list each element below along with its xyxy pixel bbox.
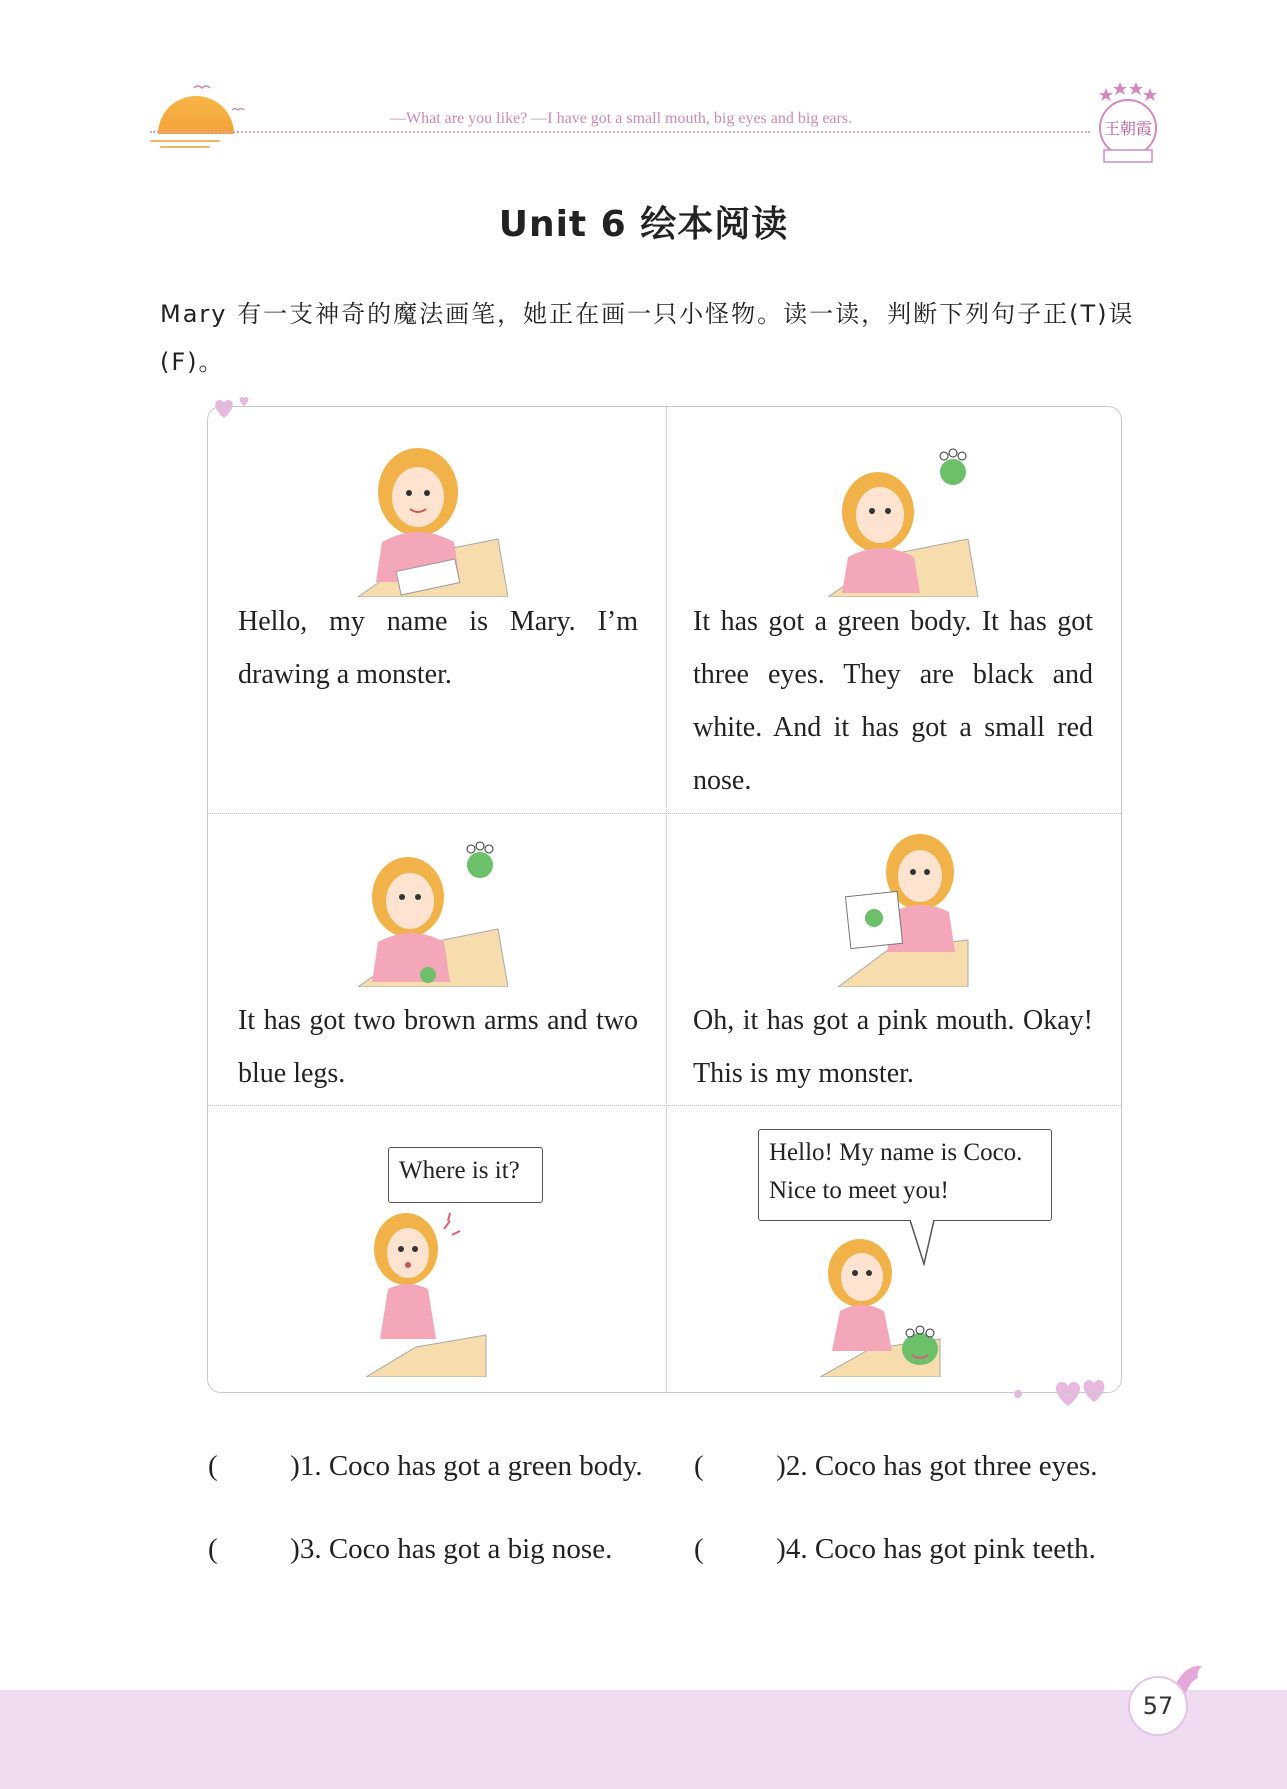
publisher-logo: [1090, 80, 1166, 166]
panel-divider-vertical: [666, 407, 667, 1392]
birds-icon: [192, 82, 252, 122]
speech-bubble-where: [388, 1147, 543, 1203]
mary-coco-illustration: [820, 1237, 960, 1377]
instruction-text: Mary 有一支神奇的魔法画笔，她正在画一只小怪物。读一读，判断下列句子正(T)误(F)。: [160, 300, 1135, 376]
panel-2-text: It has got a green body. It has got three eyes. They are black and white. And it has got a small red nose.: [693, 606, 1093, 796]
question-text: 1. Coco has got a green body.: [299, 1450, 643, 1482]
question-4: [694, 1533, 1096, 1566]
panel-3-text: It has got two brown arms and two blue legs.: [238, 1005, 638, 1089]
horizon-lines: [150, 136, 220, 152]
answer-blank[interactable]: ( ): [208, 1533, 300, 1565]
question-text: 2. Coco has got three eyes.: [785, 1450, 1098, 1482]
speech-bubble-coco: [758, 1129, 1052, 1221]
page-title: Unit 6 绘本阅读: [498, 204, 789, 245]
coco-monster-icon: [902, 1333, 938, 1365]
comic-frame: [207, 406, 1122, 1393]
panel-divider-horizontal: [208, 1105, 1121, 1106]
question-2: [694, 1450, 1098, 1483]
question-1: [208, 1450, 643, 1483]
question-text: 3. Coco has got a big nose.: [299, 1533, 613, 1565]
mary-surprised-illustration: [366, 1207, 496, 1377]
monster-icon: [940, 459, 966, 485]
answer-blank[interactable]: ( ): [694, 1450, 786, 1482]
header-subtitle: —What are you like? —I have got a small mouth, big eyes and big ears.: [390, 110, 853, 127]
bubble-text: Where is it?: [399, 1157, 520, 1184]
panel-divider-horizontal: [208, 813, 1121, 814]
question-text: 4. Coco has got pink teeth.: [785, 1533, 1096, 1565]
mary-drawing-illustration: [358, 447, 508, 597]
answer-blank[interactable]: ( ): [208, 1450, 300, 1482]
bubble-text-line2: Nice to meet you!: [769, 1177, 949, 1204]
answer-blank[interactable]: ( ): [694, 1533, 786, 1565]
bubble-text-line1: Hello! My name is Coco.: [769, 1139, 1023, 1166]
mary-showing-drawing-illustration: [838, 832, 988, 987]
page-number: 57: [1128, 1676, 1188, 1736]
panel-4-text: Oh, it has got a pink mouth. Okay! This is my monster.: [693, 1005, 1093, 1089]
mary-monster-illustration: [358, 837, 508, 987]
panel-1-text: Hello, my name is Mary. I’m drawing a monster.: [238, 606, 638, 690]
header-divider: [150, 131, 1090, 133]
question-3: [208, 1533, 612, 1566]
footer-band: [0, 1690, 1287, 1789]
logo-text: 王朝霞: [1103, 119, 1153, 138]
mary-thinking-illustration: [828, 447, 988, 597]
